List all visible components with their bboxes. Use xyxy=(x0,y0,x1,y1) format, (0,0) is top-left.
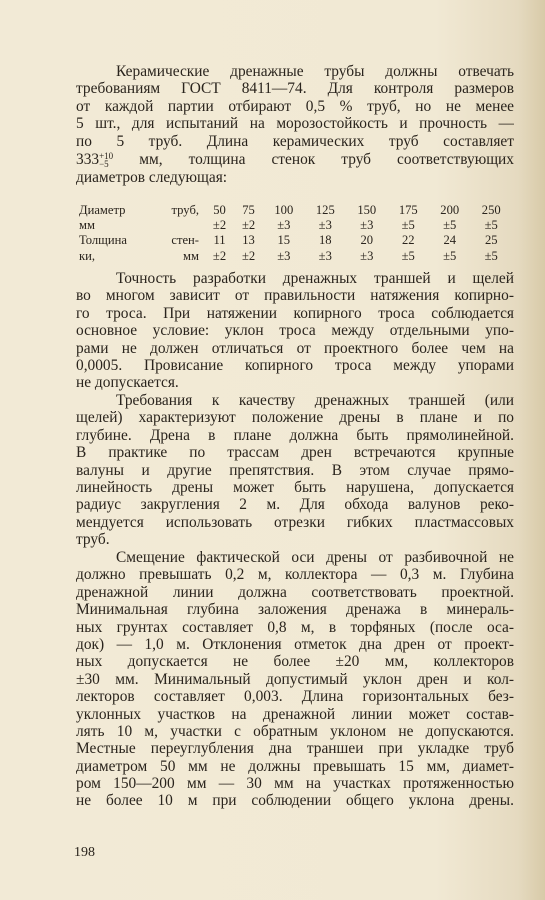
table-cell: 175 xyxy=(398,203,418,217)
table-cell: 250 xyxy=(481,203,501,217)
row-label: ки, мм xyxy=(79,248,199,263)
row-label: Толщина стен- xyxy=(79,233,199,248)
text-line: Точность разработки дренажных траншей и щелей xyxy=(116,270,514,287)
paragraph-trench-accuracy xyxy=(76,270,514,392)
text-line: уклонных участков на дренажной линии может состав- xyxy=(76,705,514,723)
text-line: Смещение фактической оси дрены от разбивочной не xyxy=(116,549,514,566)
text-line: основное условие: уклон троса между отдельными упо- xyxy=(76,322,514,340)
text-line: от каждой партии отбирают 0,5 % труб, но не менее xyxy=(76,97,514,115)
row-label: мм xyxy=(79,218,95,233)
text-line: линейность дрены может быть нарушена, допускается xyxy=(76,478,514,496)
text-line: по 5 труб. Длина керамических труб составляет xyxy=(76,132,514,150)
text-line: ных допускается не более ±20 мм, коллекторов xyxy=(76,653,514,671)
text-line: мендуется использовать отрезки гибких пластмассовых xyxy=(76,513,514,531)
table-cell: 22 xyxy=(401,233,415,248)
text-line: Минимальная глубина заложения дренажа в минераль- xyxy=(76,601,514,619)
table-cell: ±3 xyxy=(360,218,374,233)
table-cell: ±5 xyxy=(443,248,457,263)
page-number: 198 xyxy=(74,845,95,860)
table-cell: 25 xyxy=(484,233,498,248)
text-line: док) — 1,0 м. Отклонения отметок дна дрен от проект- xyxy=(76,635,514,653)
pipe-dimensions-table xyxy=(79,203,512,264)
text-line: лекторов составляет 0,003. Длина горизонтальных без- xyxy=(76,688,514,706)
text-line: дренажной линии должна соответствовать проектной. xyxy=(76,583,514,601)
pipe-length-tolerance: +10 −5 xyxy=(99,151,114,169)
table-row xyxy=(79,249,512,264)
table-cell: ±3 xyxy=(318,248,332,263)
text-line: диаметров следующая: xyxy=(76,168,228,186)
text-line: диаметром 50 мм не должны превышать 15 мм, диамет- xyxy=(76,757,514,775)
table-cell: 100 xyxy=(274,203,294,217)
text-line: 5 шт., для испытаний на морозостойкость и прочность — xyxy=(76,115,514,133)
table-cell: ±3 xyxy=(277,218,291,233)
table-row xyxy=(79,203,512,218)
table-row xyxy=(79,218,512,233)
text-line: лять 10 м, участки с обратным уклоном не допускаются. xyxy=(76,722,514,740)
text-line: го троса. При натяжении копирного троса соблюдается xyxy=(76,304,514,322)
table-cell: 15 xyxy=(277,233,291,248)
table-cell: 150 xyxy=(357,203,377,217)
text-line: щелей) характеризуют положение дрены в плане и по xyxy=(76,409,514,427)
table-cell: 13 xyxy=(242,233,255,248)
table-cell: ±5 xyxy=(443,218,457,233)
table-cell: 20 xyxy=(360,233,374,248)
text-line: радиус закругления 2 м. Для обхода валунов реко- xyxy=(76,496,514,514)
text-line: рами не должен отличаться от проектного более чем на xyxy=(76,339,514,357)
text-line: не более 10 м при соблюдении общего уклона дрены. xyxy=(76,792,514,810)
table-cell: 24 xyxy=(443,233,457,248)
table-cell: ±3 xyxy=(318,218,332,233)
table-cell: ±3 xyxy=(277,248,291,263)
table-cell: ±2 xyxy=(212,248,227,263)
text-line: не допускается. xyxy=(76,374,179,392)
table-cell: 125 xyxy=(315,203,335,217)
text-line: Требования к качеству дренажных траншей (или xyxy=(116,392,514,409)
text-line-length xyxy=(76,150,514,169)
table-cell: 200 xyxy=(440,203,460,217)
table-cell: ±5 xyxy=(401,248,415,263)
text-line: ром 150—200 мм — 30 мм на участках протяженностью xyxy=(76,775,514,793)
text-line: ных грунтах составляет 0,8 м, в торфяных (после оса- xyxy=(76,618,514,636)
table-cell: 50 xyxy=(213,203,226,217)
text-line: труб. xyxy=(76,531,110,549)
table-cell: 18 xyxy=(318,233,332,248)
text-line: Керамические дренажные трубы должны отвечать xyxy=(116,63,514,80)
paragraph-drain-offset xyxy=(76,549,514,810)
table-cell: ±2 xyxy=(212,218,227,233)
paragraph-ceramic-pipes xyxy=(76,63,514,186)
text-line: требованиям ГОСТ 8411—74. Для контроля размеров xyxy=(76,80,514,98)
text-line: Местные переуглубления дна траншеи при укладке труб xyxy=(76,740,514,758)
text-line: ±30 мм. Минимальный допустимый уклон дрен и кол- xyxy=(76,670,514,688)
paragraph-trench-quality xyxy=(76,392,514,549)
table-cell: ±5 xyxy=(401,218,415,233)
pipe-length-value: 333 xyxy=(76,150,100,168)
table-cell: ±3 xyxy=(360,248,374,263)
text-line: глубине. Дрена в плане должна быть прямолинейной. xyxy=(76,426,514,444)
text-line: валуны и другие препятствия. В этом случае прямо- xyxy=(76,461,514,479)
table-cell: ±5 xyxy=(484,248,498,263)
text-line: В практике по трассам дрен встречаются крупные xyxy=(76,444,514,462)
table-cell: ±2 xyxy=(241,218,256,233)
row-label: Диаметр труб, xyxy=(79,203,199,217)
text-line: во многом зависит от правильности натяжения копирно- xyxy=(76,287,514,305)
text-line: 0,0005. Провисание копирного троса между упорами xyxy=(76,356,514,374)
table-row xyxy=(79,233,512,248)
text-line-rest: мм, толщина стенок труб соответствующих xyxy=(139,150,514,168)
table-cell: ±2 xyxy=(241,248,256,263)
table-cell: 75 xyxy=(242,203,255,217)
text-line: должно превышать 0,2 м, коллектора — 0,3 м. Глубина xyxy=(76,566,514,584)
table-cell: 11 xyxy=(213,233,226,248)
table-cell: ±5 xyxy=(484,218,498,233)
